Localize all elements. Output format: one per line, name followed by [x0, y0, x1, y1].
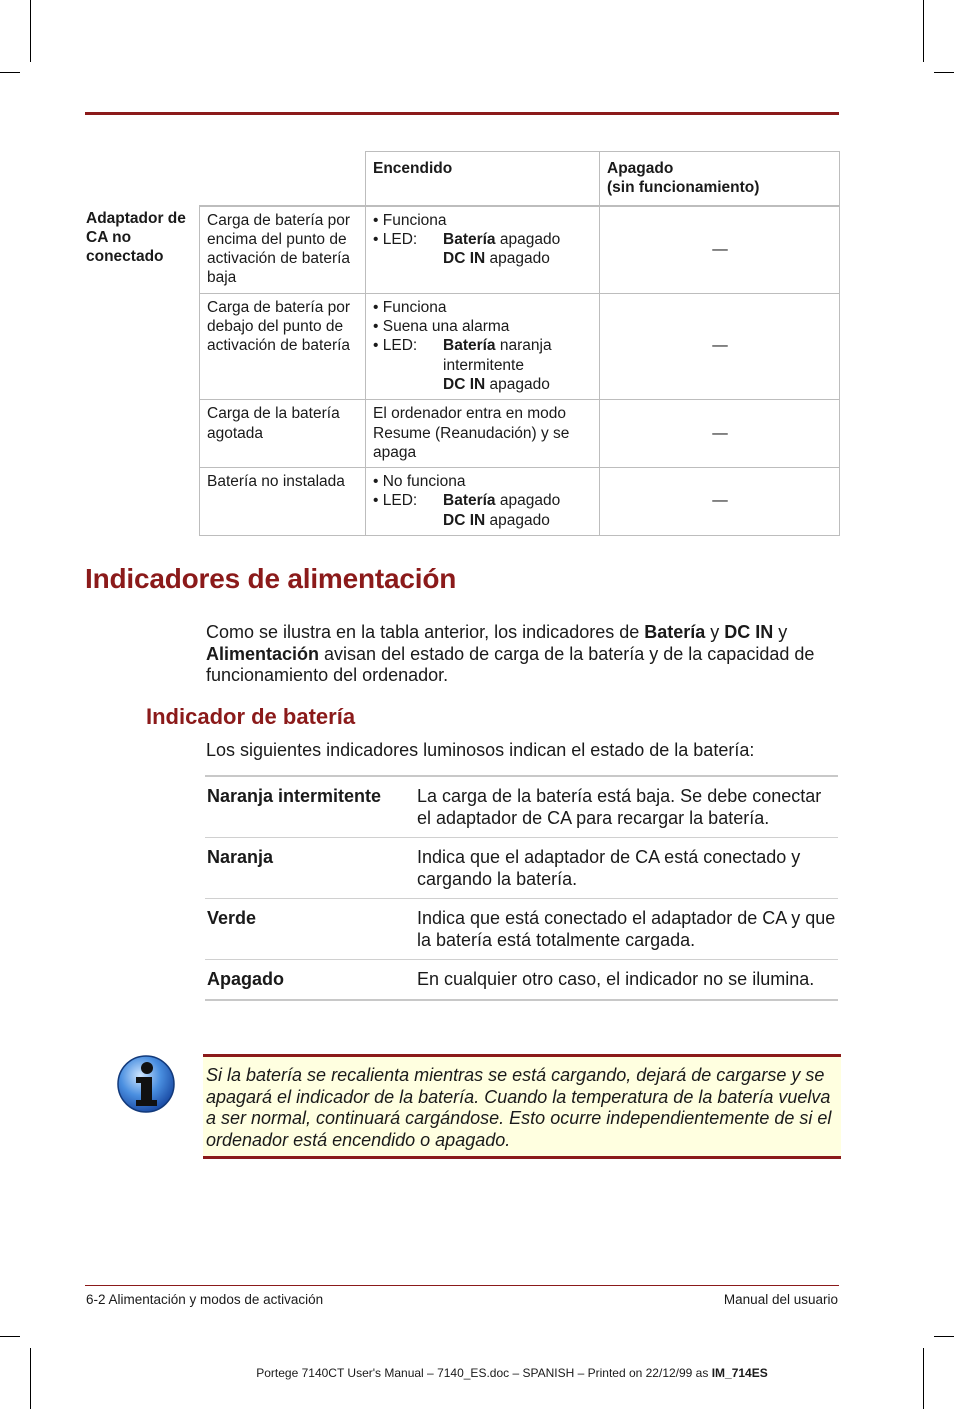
- subsection-title: Indicador de batería: [146, 704, 356, 729]
- crop-mark: [934, 1336, 954, 1337]
- section-title: Indicadores de alimentación: [85, 563, 457, 594]
- indicator-term: Naranja: [207, 847, 274, 867]
- on-cell: • Funciona • Suena una alarma • LED: Batería naranja intermitente DC IN apagado: [366, 293, 600, 399]
- table-header-row: [85, 152, 840, 206]
- table-row: [205, 960, 838, 1001]
- on-cell: • Funciona • LED: Batería apagado DC IN apagado: [366, 206, 600, 294]
- off-cell: —: [600, 206, 840, 294]
- crop-mark: [0, 1336, 20, 1337]
- on-cell: El ordenador entra en modo Resume (Reanudación) y se apaga: [366, 400, 600, 468]
- indicator-table: [205, 775, 838, 1001]
- crop-mark: [923, 0, 924, 62]
- lead-paragraph: Los siguientes indicadores luminosos indican el estado de la batería:: [206, 740, 755, 760]
- indicator-definition: En cualquier otro caso, el indicador no se ilumina.: [417, 969, 815, 989]
- indicator-term: Apagado: [207, 969, 285, 989]
- condition-cell: Carga de batería por debajo del punto de activación de batería: [200, 293, 366, 399]
- table-row: [205, 838, 838, 899]
- note-text: Si la batería se recalienta mientras se está cargando, dejará de cargarse y se apagará el indicador de la batería. Cuando la temperatura de la batería vuelva a ser normal, continuará cargándose. Esto ocurre independientemente de si el ordenador está encendido o apagado.: [206, 1065, 832, 1150]
- table-row: [85, 206, 840, 294]
- indicator-definition: Indica que el adaptador de CA está conectado y cargando la batería.: [417, 847, 801, 889]
- crop-mark: [0, 72, 20, 73]
- off-cell: —: [600, 468, 840, 536]
- crop-mark: [934, 72, 954, 73]
- table-row: [205, 899, 838, 960]
- table-row: [205, 777, 838, 838]
- indicator-definition: La carga de la batería está baja. Se debe conectar el adaptador de CA para recargar la batería.: [417, 786, 822, 828]
- print-info: Portege 7140CT User's Manual – 7140_ES.doc – SPANISH – Printed on 22/12/99 as IM_714ES: [256, 1366, 768, 1380]
- footer-rule: [85, 1285, 839, 1286]
- indicator-definition: Indica que está conectado el adaptador de CA y que la batería está totalmente cargada.: [417, 908, 836, 950]
- off-cell: —: [600, 400, 840, 468]
- crop-mark: [30, 0, 31, 62]
- intro-paragraph: Como se ilustra en la tabla anterior, los indicadores de Batería y DC IN y Alimentación avisan del estado de carga de la batería y de la capacidad de funcionamiento del ordenador.: [206, 622, 815, 685]
- indicator-term: Verde: [207, 908, 257, 928]
- header-off: Apagado (sin funcionamiento): [600, 152, 840, 206]
- footer-manual: Manual del usuario: [723, 1292, 838, 1307]
- info-icon: [116, 1054, 176, 1114]
- condition-cell: Carga de la batería agotada: [200, 400, 366, 468]
- header-on: Encendido: [366, 152, 600, 206]
- condition-cell: Carga de batería por encima del punto de activación de batería baja: [200, 206, 366, 294]
- footer-chapter: 6-2 Alimentación y modos de activación: [86, 1292, 324, 1307]
- power-status-table: [85, 151, 840, 536]
- on-cell: • No funciona • LED: Batería apagado DC IN apagado: [366, 468, 600, 536]
- off-cell: —: [600, 293, 840, 399]
- note-box: [203, 1054, 841, 1159]
- header-rule: [85, 112, 839, 115]
- group-label: Adaptador de CA no conectado: [86, 209, 186, 266]
- condition-cell: Batería no instalada: [200, 468, 366, 536]
- indicator-term: Naranja intermitente: [207, 786, 382, 806]
